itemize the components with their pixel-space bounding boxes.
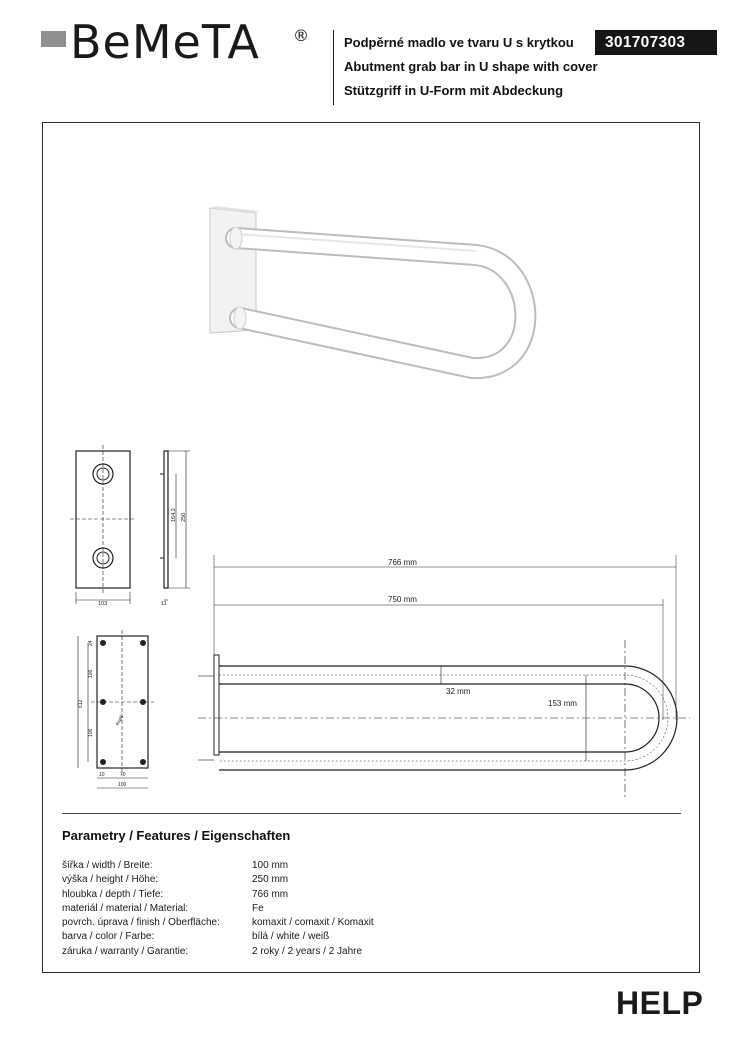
brand-logo: BeMeTA (70, 15, 260, 69)
feature-value: 250 mm (252, 874, 289, 886)
bar-top-view (198, 555, 690, 800)
registered-mark: ® (293, 26, 309, 45)
feature-value: 766 mm (252, 888, 289, 900)
dim-total: 612 (78, 699, 84, 708)
dim-plate-width: 103 (98, 601, 108, 607)
dim-edge: 10 (99, 772, 105, 778)
features-title: Parametry / Features / Eigenschaften (62, 828, 291, 843)
help-label: HELP (616, 985, 704, 1021)
title-cz: Podpěrné madlo ve tvaru U s krytkou (344, 35, 574, 50)
dim-span-b: 106 (88, 728, 94, 737)
dim-width: 100 (118, 782, 127, 788)
feature-value: 100 mm (252, 860, 289, 871)
feature-label: materiál / material / Material: (62, 902, 189, 914)
plate-side-view (160, 451, 190, 600)
features-separator (62, 813, 681, 814)
dim-hole-spacing-side: 164,2 (171, 508, 177, 522)
dim-hole-spacing: 70 (120, 772, 126, 778)
dim-holes: 4xø6 (114, 714, 126, 727)
feature-label: barva / color / Farbe: (62, 931, 155, 943)
dim-length-total: 766 mm (388, 558, 417, 567)
feature-label: výška / height / Höhe: (62, 874, 159, 886)
feature-label: hloubka / depth / Tiefe: (62, 888, 164, 900)
dim-top-offset: 24 (88, 640, 94, 646)
feature-value: komaxit / comaxit / Komaxit (252, 917, 374, 929)
dim-depth-side: 11 (161, 601, 167, 607)
dim-outer-span: 153 mm (548, 699, 577, 708)
dim-height-side: 250 (181, 512, 187, 522)
feature-value: 2 roky / 2 years / 2 Jahre (252, 945, 363, 957)
mounting-view (78, 630, 154, 788)
feature-value: Fe (252, 902, 264, 914)
feature-value: bílá / white / weiß (252, 931, 330, 943)
dim-length-inner: 750 mm (388, 595, 417, 604)
feature-label: šířka / width / Breite: (62, 860, 153, 871)
title-de: Stützgriff in U-Form mit Abdeckung (344, 83, 564, 98)
product-code-badge: 301707303 (595, 30, 717, 55)
plate-front-view (70, 445, 136, 604)
dim-span-a: 106 (88, 669, 94, 678)
feature-label: povrch. úprava / finish / Oberfläche: (62, 917, 220, 929)
feature-label: záruka / warranty / Garantie: (62, 945, 189, 957)
dim-tube-gap: 32 mm (446, 687, 471, 696)
title-en: Abutment grab bar in U shape with cover (344, 59, 598, 74)
